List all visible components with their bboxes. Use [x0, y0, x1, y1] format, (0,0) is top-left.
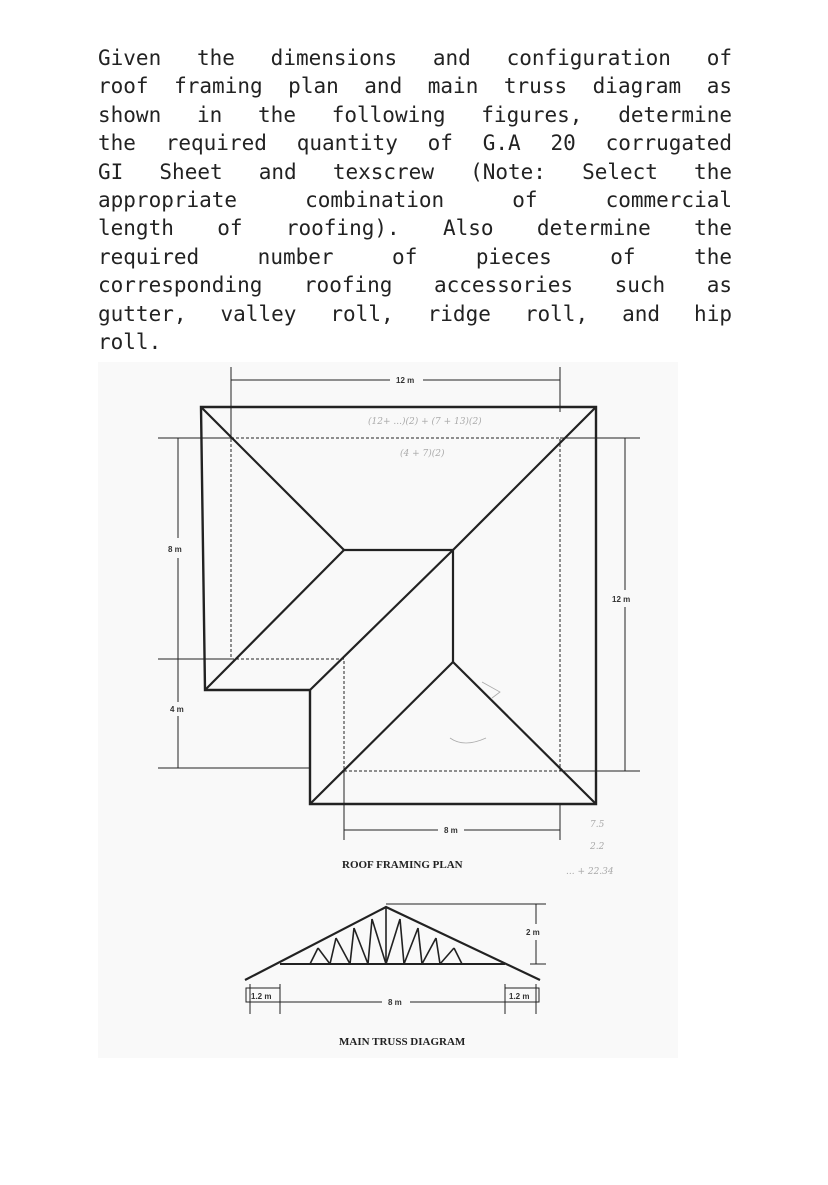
valley-line	[310, 550, 453, 690]
problem-statement	[98, 44, 732, 356]
hip-line	[453, 407, 596, 550]
dim-truss-span: 8 m	[388, 998, 402, 1007]
dim-left-lower: 4 m	[170, 705, 184, 714]
dim-truss-height: 2 m	[526, 928, 540, 937]
hip-line	[453, 662, 596, 804]
problem-line: GI Sheet and texscrew (Note: Select the	[98, 159, 732, 184]
hip-line	[310, 662, 453, 804]
problem-line: gutter, valley roll, ridge roll, and hip	[98, 301, 732, 326]
hip-line	[205, 550, 344, 690]
problem-line: shown in the following figures, determine	[98, 102, 732, 127]
problem-line: length of roofing). Also determine the	[98, 216, 732, 241]
dim-right-overhang: 1.2 m	[509, 992, 530, 1001]
dim-left-height: 8 m	[168, 545, 182, 554]
pencil-note: (12+ ...)(2) + (7 + 13)(2)	[368, 417, 482, 427]
wall-line	[231, 438, 560, 771]
problem-line: required number of pieces of the	[98, 244, 732, 269]
figure-svg	[98, 362, 678, 1058]
problem-line: corresponding roofing accessories such as	[98, 273, 732, 298]
pencil-note: (4 + 7)(2)	[400, 449, 445, 459]
dim-right-height: 12 m	[612, 595, 631, 604]
problem-line: Given the dimensions and configuration of	[98, 46, 732, 70]
roof-framing-plan	[158, 367, 640, 840]
truss-caption: MAIN TRUSS DIAGRAM	[339, 1036, 466, 1048]
hip-line	[201, 407, 344, 550]
dimension-left	[158, 438, 310, 768]
pencil-note: 2.2	[590, 842, 605, 852]
dim-left-overhang: 1.2 m	[251, 992, 272, 1001]
pencil-note: ... + 22.34	[566, 867, 614, 877]
problem-line: the required quantity of G.A 20 corrugated	[98, 131, 732, 156]
pencil-notes	[368, 416, 614, 877]
problem-line: roof framing plan and main truss diagram as	[98, 74, 732, 99]
pencil-note: 7.5	[590, 820, 605, 830]
plan-caption: ROOF FRAMING PLAN	[342, 859, 463, 871]
dimension-right	[560, 438, 640, 771]
dim-bottom-width: 8 m	[444, 826, 458, 835]
problem-line: appropriate combination of commercial	[98, 187, 732, 212]
problem-line: roll.	[98, 329, 162, 354]
dim-top-width: 12 m	[396, 376, 415, 385]
scanned-figure	[98, 362, 678, 1058]
